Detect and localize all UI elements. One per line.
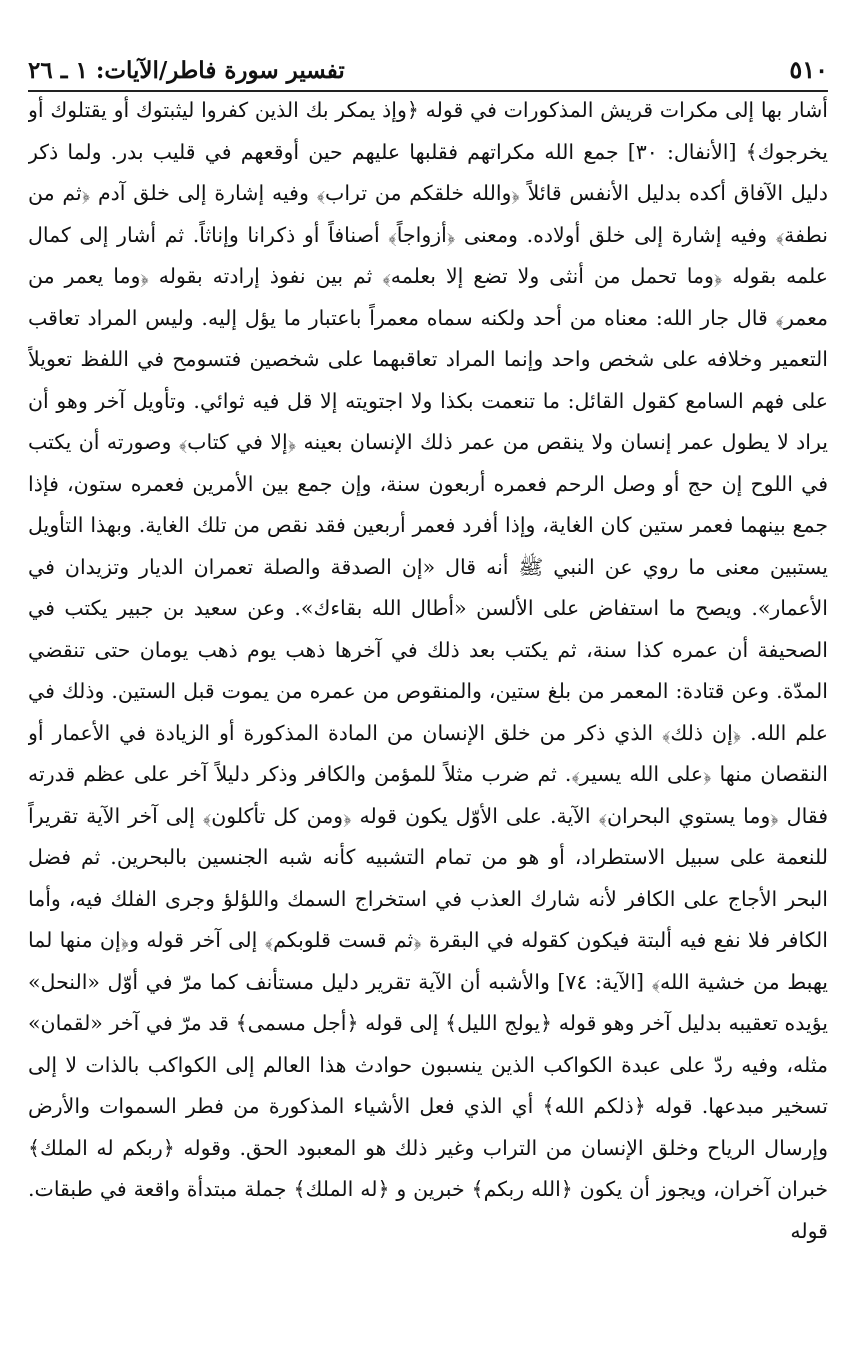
body-text: أشار بها إلى مكرات قريش المذكورات في قوله ﴿وإذ يمكر بك الذين كفروا ليثبتوك أو يقتلوك أو يخرجوك﴾ [الأنفال: ٣٠] جمع الله مكراتهم فقلبها عليهم حين أوقعهم في قليب بدر. ولما ذكر دليل الآفاق أكده بدليل الأنفس قائلاً ﴿والله خلقكم من تراب﴾ وفيه إشارة إلى خلق آدم ﴿ثم من نطفة﴾ وفيه إشارة إلى خلق أولاده. ومعنى ﴿أزواجاً﴾ أصنافاً أو ذكرانا وإناثاً. ثم أشار إلى كمال علمه بقوله ﴿وما تحمل من أنثى ولا تضع إلا بعلمه﴾ ثم بين نفوذ إرادته بقوله ﴿وما يعمر من معمر﴾ قال جار الله: معناه من أحد ولكنه سماه معمراً باعتبار ما يؤل إليه. وليس المراد تعاقب التعمير وخلافه على شخص واحد وإنما المراد تعاقبهما على شخصين فتسومح في اللفظ تعويلاً على فهم السامع كقول القائل: ما تنعمت بكذا ولا اجتويته إلا قل فيه ثوائي. وتأويل آخر وهو أن يراد لا يطول عمر إنسان ولا ينقص من عمر ذلك الإنسان بعينه ﴿إلا في كتاب﴾ وصورته أن يكتب في اللوح إن حج أو وصل الرحم فعمره أربعون سنة، وإن جمع بين الأمرين فعمره ستون، فإذا جمع بينهما فعمر ستين كان الغاية، وإذا أفرد فعمر أربعين فقد نقص من تلك الغاية. وبهذا التأويل يستبين معنى ما روي عن النبي ﷺ أنه قال «إن الصدقة والصلة تعمران الديار وتزيدان في الأعمار». ويصح ما استفاض على الألسن «أطال الله بقاءك». وعن سعيد بن جبير يكتب في الصحيفة أن عمره كذا سنة، ثم يكتب بعد ذلك في آخرها ذهب يوم ذهب يومان حتى تنقضي المدّة. وعن قتادة: المعمر من بلغ ستين، والمنقوص من عمره من يموت قبل الستين. وذلك في علم الله. ﴿إن ذلك﴾ الذي ذكر من خلق الإنسان من المادة المذكورة أو الزيادة في الأعمار أو النقصان منها ﴿على الله يسير﴾. ثم ضرب مثلاً للمؤمن والكافر وذكر دليلاً آخر على عظم قدرته فقال ﴿وما يستوي البحران﴾ الآية. على الأوّل يكون قوله ﴿ومن كل تأكلون﴾ إلى آخر الآية تقريراً للنعمة على سبيل الاستطراد، أو هو من تمام التشبيه كأنه شبه الجنسين بالبحرين. ثم فضل البحر الأجاج على الكافر لأنه شارك العذب في استخراج السمك واللؤلؤ وجرى الفلك فيه، وأما الكافر فلا نفع فيه ألبتة فيكون كقوله في البقرة ﴿ثم قست قلوبكم﴾ إلى آخر قوله و﴿إن منها لما يهبط من خشية الله﴾ [الآية: ٧٤] والأشبه أن الآية تقرير دليل مستأنف كما مرّ في أوّل «النحل» يؤيده تعقيبه بدليل آخر وهو قوله ﴿يولج الليل﴾ إلى قوله ﴿أجل مسمى﴾ قد مرّ في آخر «لقمان» مثله، وفيه ردّ على عبدة الكواكب الذين ينسبون حوادث هذا العالم إلى الكواكب بالذات لا إلى تسخير مبدعها. قوله ﴿ذلكم الله﴾ أي الذي فعل الأشياء المذكورة من فطر السموات والأرض وإرسال الرياح وخلق الإنسان من التراب وغير ذلك هو المعبود الحق. وقوله ﴿ربكم له الملك﴾ خبران آخران، ويجوز أن يكون ﴿الله ربكم﴾ خبرين و ﴿له الملك﴾ جملة مبتدأة واقعة في طبقات. قوله: [28, 98, 828, 1243]
running-title: تفسير سورة فاطر/الآيات: ١ ـ ٢٦: [28, 57, 345, 84]
page-header: [28, 44, 828, 92]
page-body: [28, 90, 828, 1270]
page-number: ٥١٠: [789, 55, 828, 84]
